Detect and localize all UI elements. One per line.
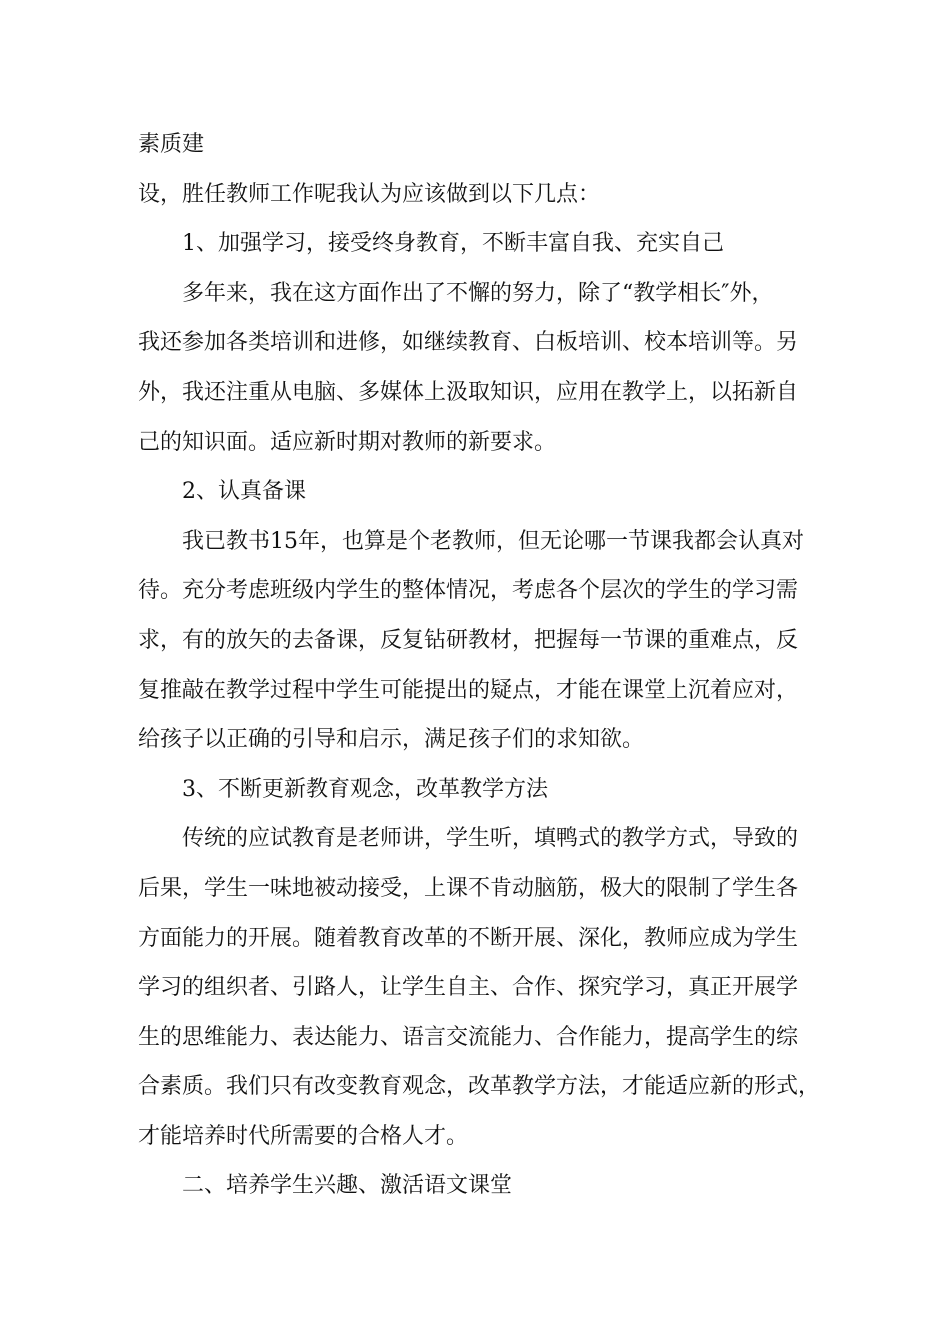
- paragraph-line: 给孩子以正确的引导和启示，满足孩子们的求知欲。: [138, 727, 645, 753]
- paragraph-line: 学习的组织者、引路人，让学生自主、合作、探究学习，真正开展学: [138, 975, 799, 1001]
- paragraph-line-indented: 我已教书15年，也算是个老教师，但无论哪一节课我都会认真对: [182, 528, 804, 554]
- paragraph-line: 方面能力的开展。随着教育改革的不断开展、深化，教师应成为学生: [138, 925, 799, 951]
- paragraph-line-indented: 多年来，我在这方面作出了不懈的努力，除了“教学相长″外，: [182, 280, 774, 306]
- paragraph-line: 生的思维能力、表达能力、语言交流能力、合作能力，提高学生的综: [138, 1024, 799, 1050]
- paragraph-line-indented: 3、不断更新教育观念，改革教学方法: [182, 776, 548, 802]
- paragraph-line: 后果，学生一味地被动接受，上课不肯动脑筋，极大的限制了学生各: [138, 875, 799, 901]
- paragraph-line: 设，胜任教师工作呢我认为应该做到以下几点：: [138, 181, 601, 207]
- paragraph-line-indented: 1、加强学习，接受终身教育，不断丰富自我、充实自己: [182, 231, 724, 257]
- paragraph-line-indented: 传统的应试教育是老师讲，学生听，填鸭式的教学方式，导致的: [182, 826, 799, 852]
- document-body: [138, 120, 828, 1211]
- paragraph-line-indented: 2、认真备课: [182, 479, 306, 505]
- paragraph-line: 己的知识面。适应新时期对教师的新要求。: [138, 429, 557, 455]
- paragraph-line: 我还参加各类培训和进修，如继续教育、白板培训、校本培训等。另: [138, 330, 799, 356]
- paragraph-line: 素质建: [138, 132, 205, 157]
- paragraph-line: 外，我还注重从电脑、多媒体上汲取知识，应用在教学上，以拓新自: [138, 379, 799, 405]
- paragraph-line: 合素质。我们只有改变教育观念，改革教学方法，才能适应新的形式，: [138, 1074, 821, 1100]
- paragraph-line: 复推敲在教学过程中学生可能提出的疑点，才能在课堂上沉着应对，: [138, 677, 799, 703]
- paragraph-line: 求，有的放矢的去备课，反复钻研教材，把握每一节课的重难点，反: [138, 627, 799, 653]
- paragraph-line: 待。充分考虑班级内学生的整体情况，考虑各个层次的学生的学习需: [138, 578, 799, 604]
- paragraph-line-indented: 二、培养学生兴趣、激活语文课堂: [182, 1173, 513, 1199]
- paragraph-line: 才能培养时代所需要的合格人才。: [138, 1123, 469, 1149]
